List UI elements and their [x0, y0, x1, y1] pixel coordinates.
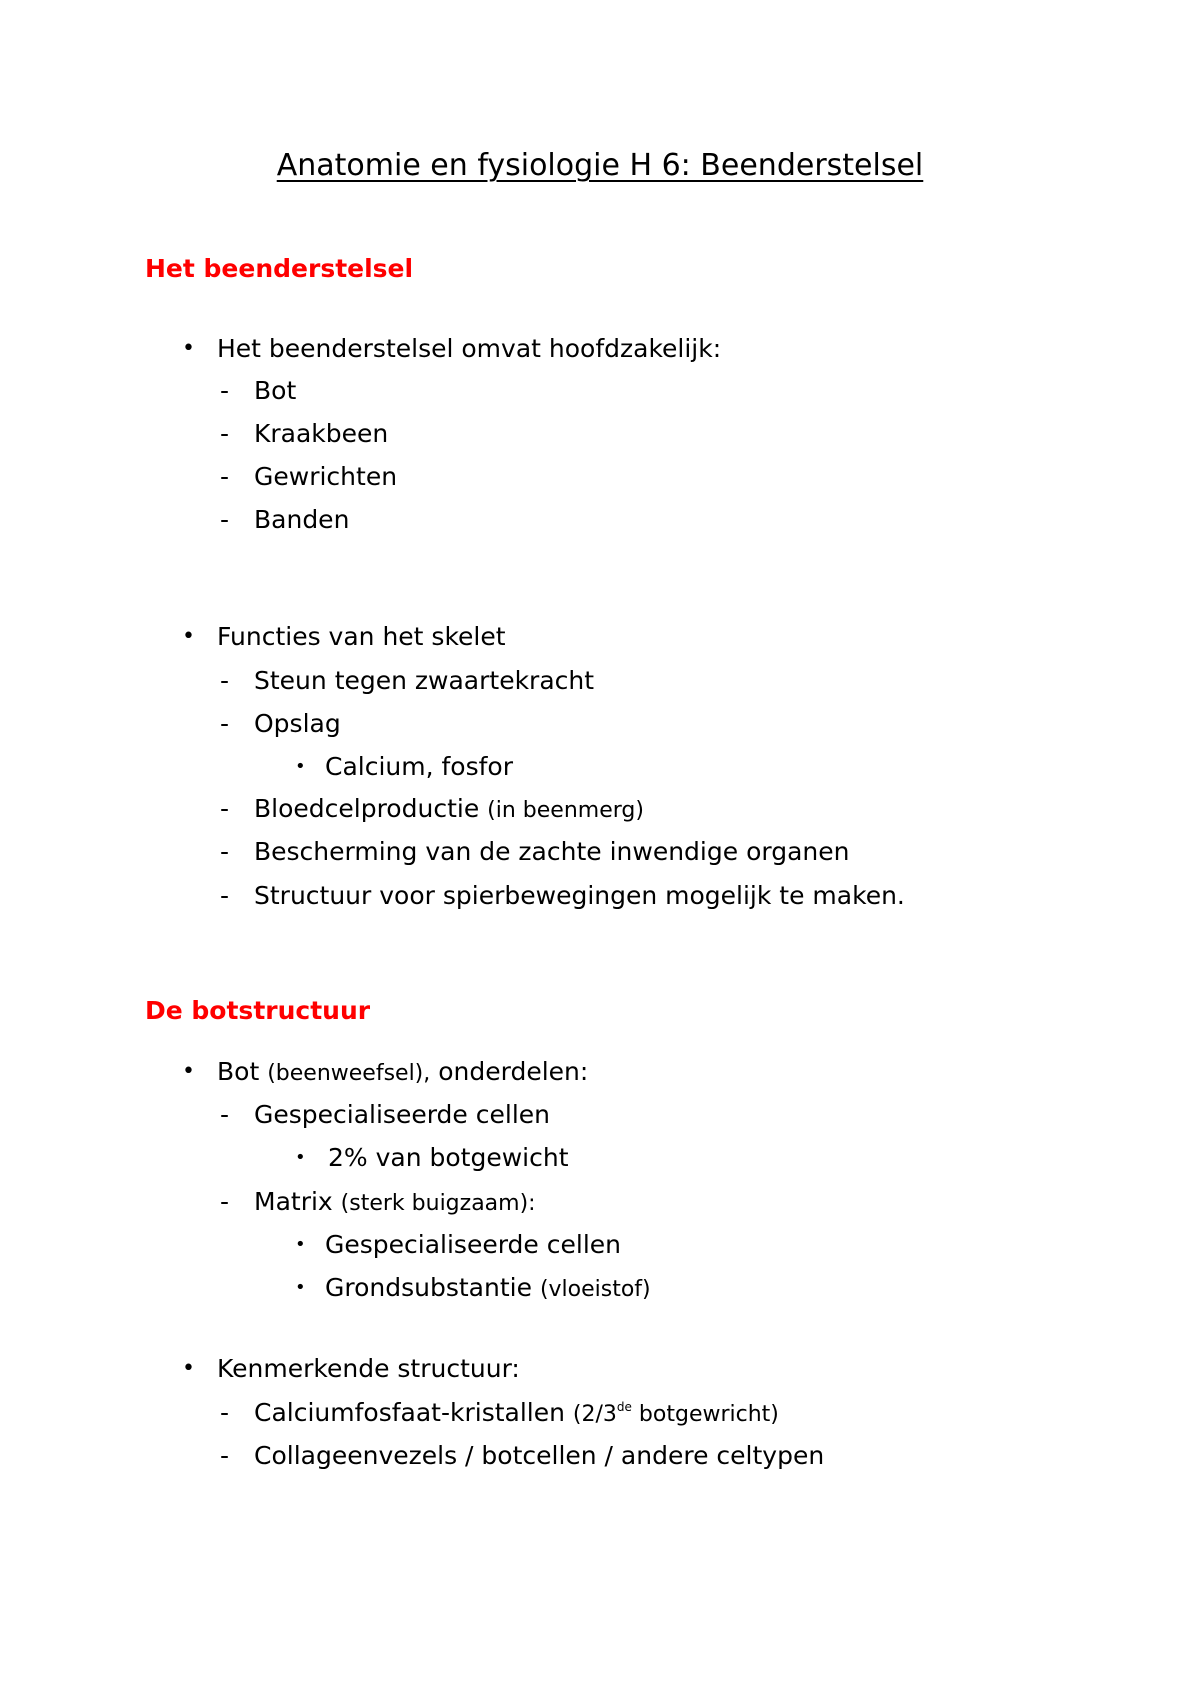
dash-marker: -	[220, 666, 230, 695]
bullet-text: Het beenderstelsel omvat hoofdzakelijk:	[217, 334, 722, 363]
subbullet-marker: •	[295, 1277, 306, 1298]
section-heading-beenderstelsel: Het beenderstelsel	[145, 254, 414, 283]
dash-marker: -	[220, 1187, 230, 1216]
bullet-note-text: (beenweefsel),	[267, 1061, 431, 1086]
list-item: Banden	[254, 505, 350, 534]
bullet-marker: •	[182, 1059, 195, 1084]
list-item	[254, 1398, 779, 1430]
section-heading-botstructuur: De botstructuur	[145, 996, 371, 1025]
bullet-text: Kenmerkende structuur:	[217, 1354, 520, 1383]
dash-marker: -	[220, 709, 230, 738]
sub-list-item: Calcium, fosfor	[325, 752, 514, 781]
note-post: botgewricht)	[638, 1402, 779, 1427]
list-item: Bescherming van de zachte inwendige organen	[254, 837, 850, 866]
list-item	[254, 1187, 536, 1219]
dash-marker: -	[220, 837, 230, 866]
list-item: Structuur voor spierbewegingen mogelijk te maken.	[254, 881, 905, 910]
sub-list-item: Gespecialiseerde cellen	[325, 1230, 621, 1259]
dash-marker: -	[220, 505, 230, 534]
dash-marker: -	[220, 881, 230, 910]
list-item: Kraakbeen	[254, 419, 389, 448]
bullet-marker: •	[182, 624, 195, 649]
sub-list-item: 2% van botgewicht	[328, 1143, 569, 1172]
bullet-main-text: Bot	[217, 1057, 260, 1086]
item-note-text	[573, 1402, 779, 1427]
item-note-text: (in beenmerg)	[487, 798, 644, 823]
note-superscript: de	[616, 1400, 632, 1414]
item-main-text: Matrix	[254, 1187, 333, 1216]
subbullet-marker: •	[295, 1234, 306, 1255]
bullet-end-text: onderdelen:	[438, 1057, 589, 1086]
list-item	[254, 794, 644, 826]
bullet-marker: •	[182, 1356, 195, 1381]
dash-marker: -	[220, 794, 230, 823]
list-item: Gespecialiseerde cellen	[254, 1100, 550, 1129]
dash-marker: -	[220, 462, 230, 491]
bullet-text: Functies van het skelet	[217, 622, 506, 651]
dash-marker: -	[220, 1398, 230, 1427]
item-note-text: (sterk buigzaam):	[340, 1191, 536, 1216]
bullet-text	[217, 1057, 588, 1089]
bullet-marker: •	[182, 336, 195, 361]
item-note-text: (vloeistof)	[539, 1277, 651, 1302]
item-main-text: Grondsubstantie	[325, 1273, 532, 1302]
document-title: Anatomie en fysiologie H 6: Beenderstelsel	[276, 148, 924, 183]
sub-list-item	[325, 1273, 651, 1305]
item-main-text: Calciumfosfaat-kristallen	[254, 1398, 565, 1427]
subbullet-marker: •	[295, 1147, 306, 1168]
list-item: Steun tegen zwaartekracht	[254, 666, 595, 695]
dash-marker: -	[220, 419, 230, 448]
item-main-text: Bloedcelproductie	[254, 794, 480, 823]
note-pre: (2/3	[572, 1402, 617, 1427]
dash-marker: -	[220, 1100, 230, 1129]
dash-marker: -	[220, 1441, 230, 1470]
subbullet-marker: •	[295, 756, 306, 777]
list-item: Collageenvezels / botcellen / andere celtypen	[254, 1441, 825, 1470]
dash-marker: -	[220, 376, 230, 405]
list-item: Opslag	[254, 709, 341, 738]
list-item: Bot	[254, 376, 297, 405]
list-item: Gewrichten	[254, 462, 398, 491]
